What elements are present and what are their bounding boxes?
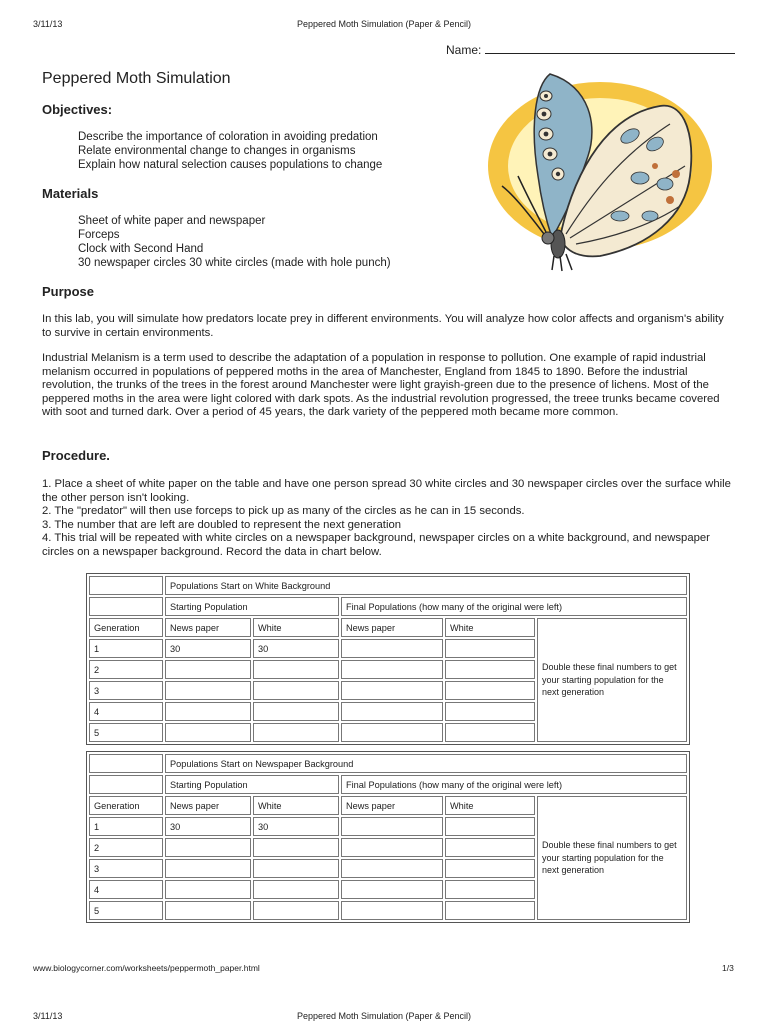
final-newspaper-cell[interactable] xyxy=(341,817,443,836)
procedure-steps xyxy=(42,478,732,560)
start-white-cell[interactable] xyxy=(253,660,339,679)
start-newspaper-cell[interactable] xyxy=(165,723,251,742)
start-newspaper-cell[interactable]: 30 xyxy=(165,817,251,836)
final-population-header: Final Populations (how many of the original were left) xyxy=(341,775,687,794)
purpose-heading: Purpose xyxy=(42,284,95,299)
objective-item: Describe the importance of coloration in avoiding predation xyxy=(78,131,378,143)
final-newspaper-cell[interactable] xyxy=(341,901,443,920)
name-blank-line xyxy=(485,43,735,54)
final-white-cell[interactable] xyxy=(445,901,535,920)
procedure-step: 4. This trial will be repeated with white circles on a newspaper background, newspaper circles on a white background, and newspaper circles on a newspaper background. Record the data in chart below. xyxy=(42,532,710,558)
name-field xyxy=(446,43,735,57)
purpose-paragraph: In this lab, you will simulate how predators locate prey in different environments. You will analyze how color affects and organism's ability to survive in certain environments. xyxy=(42,313,724,339)
final-white-header: White xyxy=(445,796,535,815)
header-date: 3/11/13 xyxy=(33,19,63,29)
starting-population-header: Starting Population xyxy=(165,775,339,794)
start-white-cell[interactable] xyxy=(253,859,339,878)
final-newspaper-cell[interactable] xyxy=(341,838,443,857)
material-item: Sheet of white paper and newspaper xyxy=(78,215,266,227)
generation-cell: 5 xyxy=(89,901,163,920)
start-white-cell[interactable]: 30 xyxy=(253,639,339,658)
generation-cell: 3 xyxy=(89,859,163,878)
table-title: Populations Start on White Background xyxy=(165,576,687,595)
material-item: 30 newspaper circles 30 white circles (made with hole punch) xyxy=(78,257,391,269)
start-newspaper-header: News paper xyxy=(165,618,251,637)
final-white-cell[interactable] xyxy=(445,681,535,700)
start-white-cell[interactable] xyxy=(253,838,339,857)
data-table-white-background xyxy=(86,573,690,745)
final-white-cell[interactable] xyxy=(445,817,535,836)
start-newspaper-cell[interactable] xyxy=(165,838,251,857)
next-page-header-title: Peppered Moth Simulation (Paper & Pencil) xyxy=(296,1011,472,1021)
procedure-heading: Procedure. xyxy=(42,448,110,463)
start-newspaper-cell[interactable] xyxy=(165,660,251,679)
generation-cell: 1 xyxy=(89,639,163,658)
generation-cell: 1 xyxy=(89,817,163,836)
generation-cell: 5 xyxy=(89,723,163,742)
start-newspaper-cell[interactable] xyxy=(165,859,251,878)
final-white-cell[interactable] xyxy=(445,702,535,721)
generation-header: Generation xyxy=(89,618,163,637)
start-newspaper-cell[interactable] xyxy=(165,901,251,920)
final-newspaper-cell[interactable] xyxy=(341,859,443,878)
final-white-header: White xyxy=(445,618,535,637)
generation-cell: 4 xyxy=(89,702,163,721)
final-newspaper-header: News paper xyxy=(341,796,443,815)
start-white-cell[interactable] xyxy=(253,702,339,721)
instruction-note: Double these final numbers to get your starting population for the next generation xyxy=(537,618,687,742)
start-white-cell[interactable] xyxy=(253,901,339,920)
final-white-cell[interactable] xyxy=(445,639,535,658)
start-white-cell[interactable] xyxy=(253,681,339,700)
generation-cell: 2 xyxy=(89,660,163,679)
final-population-header: Final Populations (how many of the original were left) xyxy=(341,597,687,616)
start-white-header: White xyxy=(253,796,339,815)
final-newspaper-cell[interactable] xyxy=(341,660,443,679)
table-title: Populations Start on Newspaper Background xyxy=(165,754,687,773)
footer-page-number: 1/3 xyxy=(722,963,734,973)
instruction-note: Double these final numbers to get your starting population for the next generation xyxy=(537,796,687,920)
starting-population-header: Starting Population xyxy=(165,597,339,616)
start-white-cell[interactable]: 30 xyxy=(253,817,339,836)
final-newspaper-cell[interactable] xyxy=(341,723,443,742)
objective-item: Relate environmental change to changes in organisms xyxy=(78,145,356,157)
final-white-cell[interactable] xyxy=(445,838,535,857)
final-white-cell[interactable] xyxy=(445,859,535,878)
start-newspaper-cell[interactable]: 30 xyxy=(165,639,251,658)
final-white-cell[interactable] xyxy=(445,880,535,899)
butterfly-illustration xyxy=(480,66,720,278)
start-white-cell[interactable] xyxy=(253,723,339,742)
final-newspaper-cell[interactable] xyxy=(341,880,443,899)
objectives-heading: Objectives: xyxy=(42,102,113,117)
generation-header: Generation xyxy=(89,796,163,815)
final-white-cell[interactable] xyxy=(445,660,535,679)
material-item: Clock with Second Hand xyxy=(78,243,204,255)
final-white-cell[interactable] xyxy=(445,723,535,742)
page-title: Peppered Moth Simulation xyxy=(42,70,231,87)
materials-heading: Materials xyxy=(42,186,99,201)
start-white-header: White xyxy=(253,618,339,637)
table-cell xyxy=(89,576,163,595)
generation-cell: 2 xyxy=(89,838,163,857)
table-cell xyxy=(89,775,163,794)
final-newspaper-cell[interactable] xyxy=(341,639,443,658)
final-newspaper-cell[interactable] xyxy=(341,702,443,721)
next-page-header-date: 3/11/13 xyxy=(33,1011,63,1021)
material-item: Forceps xyxy=(78,229,120,241)
start-newspaper-cell[interactable] xyxy=(165,880,251,899)
procedure-step: 2. The "predator" will then use forceps to pick up as many of the circles as he can in 15 seconds. xyxy=(42,505,525,518)
start-white-cell[interactable] xyxy=(253,880,339,899)
table-cell xyxy=(89,597,163,616)
generation-cell: 4 xyxy=(89,880,163,899)
objectives-list xyxy=(78,130,382,172)
materials-list xyxy=(78,214,391,270)
header-title: Peppered Moth Simulation (Paper & Pencil) xyxy=(296,19,472,29)
data-table-newspaper-background xyxy=(86,751,690,923)
final-newspaper-cell[interactable] xyxy=(341,681,443,700)
table-cell xyxy=(89,754,163,773)
name-label: Name: xyxy=(446,43,482,57)
melanism-paragraph: Industrial Melanism is a term used to describe the adaptation of a population in response to pollution. One example of rapid industrial melanism occurred in populations of peppered moths in the area of Manchester, England from 1845 to 1890. Before the industrial revolution, the trunks of the trees in the forest around Manchester were light grayish-green due to the presence of lichens. Most of the peppered moths in the area were light colored with dark spots. As the industrial revolution progressed, the treee trunks became covered with soot and turned dark. Over a period of 45 years, the dark variety of the peppered moth became more common. xyxy=(42,352,720,419)
start-newspaper-header: News paper xyxy=(165,796,251,815)
objective-item: Explain how natural selection causes populations to change xyxy=(78,159,383,171)
footer-url[interactable]: www.biologycorner.com/worksheets/peppermoth_paper.html xyxy=(33,963,260,973)
generation-cell: 3 xyxy=(89,681,163,700)
procedure-step: 1. Place a sheet of white paper on the table and have one person spread 30 white circles and 30 newspaper circles over the surface while the other person isn't looking. xyxy=(42,478,731,504)
final-newspaper-header: News paper xyxy=(341,618,443,637)
procedure-step: 3. The number that are left are doubled to represent the next generation xyxy=(42,518,402,531)
start-newspaper-cell[interactable] xyxy=(165,681,251,700)
start-newspaper-cell[interactable] xyxy=(165,702,251,721)
